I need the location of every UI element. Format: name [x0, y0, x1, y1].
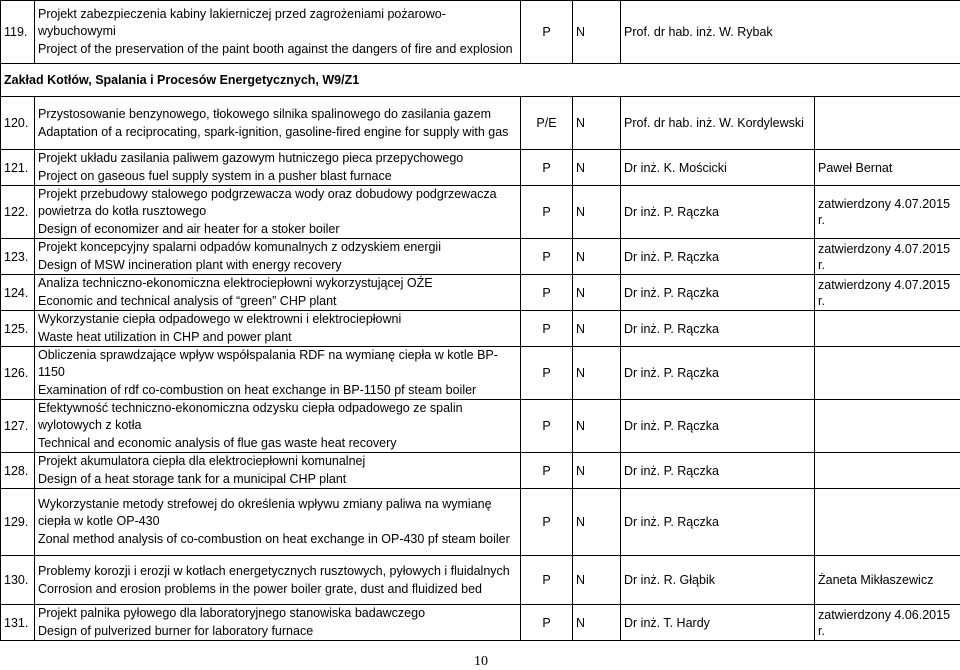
topic-title-pl: Wykorzystanie ciepła odpadowego w elektrowni i elektrociepłowni: [38, 311, 517, 328]
topic-type: P: [521, 347, 573, 400]
topic-language: N: [573, 347, 621, 400]
supervisor: Dr inż. P. Rączka: [621, 186, 815, 239]
topic-language: N: [573, 97, 621, 150]
topic-title-en: Waste heat utilization in CHP and power plant: [38, 329, 517, 346]
row-number: 131.: [1, 605, 35, 641]
topic-type: P: [521, 311, 573, 347]
row-number: 127.: [1, 400, 35, 453]
topic-title-en: Zonal method analysis of co-combustion on heat exchange in OP-430 pf steam boiler: [38, 531, 517, 548]
topic-title-en: Project of the preservation of the paint booth against the dangers of fire and explosion: [38, 41, 517, 58]
table-row: [1, 453, 960, 489]
supervisor: Dr inż. K. Mościcki: [621, 150, 815, 186]
topic-description: [35, 186, 521, 239]
topic-title-pl: Projekt koncepcyjny spalarni odpadów komunalnych z odzyskiem energii: [38, 239, 517, 256]
topic-type: P: [521, 453, 573, 489]
topic-title-en: Project on gaseous fuel supply system in a pusher blast furnace: [38, 168, 517, 185]
topic-language: N: [573, 275, 621, 311]
topic-description: [35, 311, 521, 347]
topic-language: N: [573, 150, 621, 186]
table-row: [1, 186, 960, 239]
topic-title-pl: Analiza techniczno-ekonomiczna elektrociepłowni wykorzystującej OŹE: [38, 275, 517, 292]
topic-description: [35, 605, 521, 641]
topic-description: [35, 97, 521, 150]
topics-table-body: [1, 1, 960, 641]
row-number: 121.: [1, 150, 35, 186]
table-row: [1, 97, 960, 150]
page-number: 10: [474, 654, 488, 670]
topic-description: [35, 489, 521, 556]
topic-type: P: [521, 150, 573, 186]
table-row: [1, 347, 960, 400]
topic-title-pl: Projekt palnika pyłowego dla laboratoryjnego stanowiska badawczego: [38, 605, 517, 622]
topic-title-pl: Obliczenia sprawdzające wpływ współspalania RDF na wymianę ciepła w kotle BP-1150: [38, 347, 517, 381]
topic-title-pl: Projekt akumulatora ciepła dla elektrociepłowni komunalnej: [38, 453, 517, 470]
topic-title-en: Technical and economic analysis of flue gas waste heat recovery: [38, 435, 517, 452]
table-row: [1, 1, 960, 64]
topic-type: P: [521, 1, 573, 64]
topic-title-pl: Przystosowanie benzynowego, tłokowego silnika spalinowego do zasilania gazem: [38, 106, 517, 123]
topic-language: N: [573, 489, 621, 556]
row-number: 124.: [1, 275, 35, 311]
supervisor: Dr inż. R. Głąbik: [621, 556, 815, 605]
topic-description: [35, 347, 521, 400]
topic-description: [35, 400, 521, 453]
topic-note: zatwierdzony 4.06.2015 r.: [815, 605, 960, 641]
topic-title-pl: Projekt układu zasilania paliwem gazowym hutniczego pieca przepychowego: [38, 150, 517, 167]
row-number: 129.: [1, 489, 35, 556]
topic-note: zatwierdzony 4.07.2015 r.: [815, 275, 960, 311]
topic-note: zatwierdzony 4.07.2015 r.: [815, 239, 960, 275]
topic-language: N: [573, 453, 621, 489]
topic-note: [815, 347, 960, 400]
supervisor: Dr inż. P. Rączka: [621, 453, 815, 489]
topic-language: N: [573, 1, 621, 64]
section-header: Zakład Kotłów, Spalania i Procesów Energetycznych, W9/Z1: [1, 64, 960, 97]
topic-note: Paweł Bernat: [815, 150, 960, 186]
supervisor: Dr inż. P. Rączka: [621, 400, 815, 453]
supervisor: Dr inż. T. Hardy: [621, 605, 815, 641]
topic-language: N: [573, 239, 621, 275]
row-number: 120.: [1, 97, 35, 150]
topic-title-en: Corrosion and erosion problems in the power boiler grate, dust and fluidized bed: [38, 581, 517, 598]
topic-title-pl: Wykorzystanie metody strefowej do określenia wpływu zmiany paliwa na wymianę ciepła w kotle OP-430: [38, 496, 517, 530]
topic-description: [35, 556, 521, 605]
topic-type: P/E: [521, 97, 573, 150]
topic-title-en: Examination of rdf co-combustion on heat exchange in BP-1150 pf steam boiler: [38, 382, 517, 399]
row-number: 125.: [1, 311, 35, 347]
topic-note: [815, 311, 960, 347]
supervisor: Dr inż. P. Rączka: [621, 489, 815, 556]
topic-title-pl: Projekt przebudowy stalowego podgrzewacza wody oraz dobudowy podgrzewacza powietrza do kotła rusztowego: [38, 186, 517, 220]
topic-title-en: Design of pulverized burner for laboratory furnace: [38, 623, 517, 640]
supervisor: Dr inż. P. Rączka: [621, 275, 815, 311]
row-number: 126.: [1, 347, 35, 400]
topic-description: [35, 1, 521, 64]
topic-title-en: Economic and technical analysis of “green” CHP plant: [38, 293, 517, 310]
table-row: [1, 150, 960, 186]
row-number: 122.: [1, 186, 35, 239]
table-row: [1, 400, 960, 453]
topic-title-pl: Problemy korozji i erozji w kotłach energetycznych rusztowych, pyłowych i fluidalnych: [38, 563, 517, 580]
topic-language: N: [573, 311, 621, 347]
topic-description: [35, 150, 521, 186]
table-row: [1, 556, 960, 605]
topic-language: N: [573, 400, 621, 453]
topic-title-en: Design of a heat storage tank for a municipal CHP plant: [38, 471, 517, 488]
topic-title-pl: Projekt zabezpieczenia kabiny lakierniczej przed zagrożeniami pożarowo-wybuchowymi: [38, 6, 517, 40]
table-row: [1, 275, 960, 311]
supervisor: Dr inż. P. Rączka: [621, 347, 815, 400]
topic-type: P: [521, 605, 573, 641]
section-row: [1, 64, 960, 97]
topic-type: P: [521, 489, 573, 556]
topic-language: N: [573, 605, 621, 641]
row-number: 123.: [1, 239, 35, 275]
table-row: [1, 489, 960, 556]
table-row: [1, 605, 960, 641]
topic-description: [35, 275, 521, 311]
topic-title-pl: Efektywność techniczno-ekonomiczna odzysku ciepła odpadowego ze spalin wylotowych z kotła: [38, 400, 517, 434]
row-number: 119.: [1, 1, 35, 64]
topic-language: N: [573, 186, 621, 239]
topic-type: P: [521, 239, 573, 275]
topic-note: [815, 97, 960, 150]
topic-note: [815, 453, 960, 489]
topic-note: Żaneta Mikłaszewicz: [815, 556, 960, 605]
topic-title-en: Adaptation of a reciprocating, spark-ignition, gasoline-fired engine for supply with gas: [38, 124, 517, 141]
row-number: 130.: [1, 556, 35, 605]
topic-type: P: [521, 400, 573, 453]
topic-title-en: Design of economizer and air heater for a stoker boiler: [38, 221, 517, 238]
topic-type: P: [521, 275, 573, 311]
topic-type: P: [521, 556, 573, 605]
topic-note: [815, 489, 960, 556]
topic-note: zatwierdzony 4.07.2015 r.: [815, 186, 960, 239]
supervisor: Dr inż. P. Rączka: [621, 239, 815, 275]
supervisor: Prof. dr hab. inż. W. Rybak: [621, 1, 960, 64]
topic-type: P: [521, 186, 573, 239]
table-row: [1, 239, 960, 275]
topic-note: [815, 400, 960, 453]
topic-description: [35, 453, 521, 489]
topic-title-en: Design of MSW incineration plant with energy recovery: [38, 257, 517, 274]
row-number: 128.: [1, 453, 35, 489]
supervisor: Dr inż. P. Rączka: [621, 311, 815, 347]
supervisor: Prof. dr hab. inż. W. Kordylewski: [621, 97, 815, 150]
table-row: [1, 311, 960, 347]
topic-language: N: [573, 556, 621, 605]
topic-description: [35, 239, 521, 275]
